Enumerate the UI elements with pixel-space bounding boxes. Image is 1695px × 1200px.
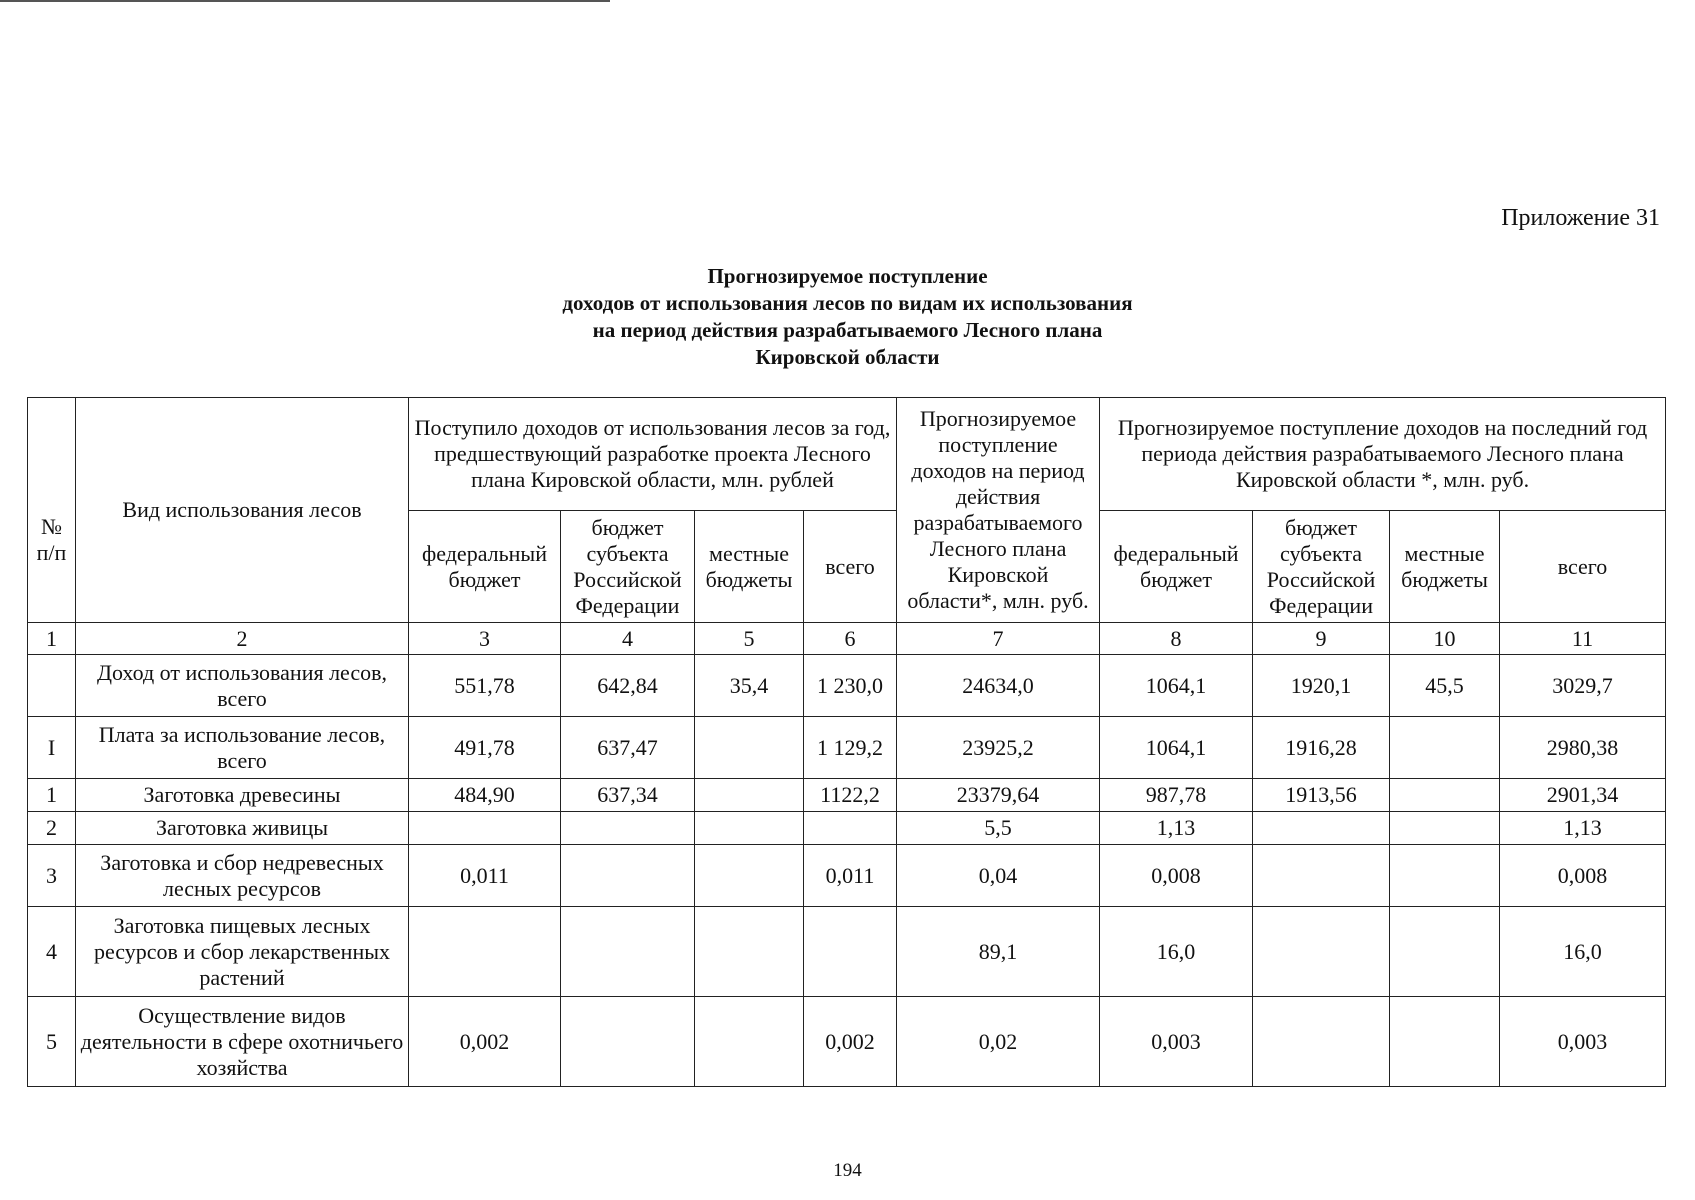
cell-value: 0,04 — [897, 845, 1100, 907]
column-number: 11 — [1500, 623, 1666, 655]
cell-value: 0,003 — [1100, 997, 1253, 1087]
cell-value — [1390, 812, 1500, 845]
header-prev-year-group: Поступило доходов от использования лесов за год, предшествующий разработке проекта Лесного плана Кировской области, млн. рублей — [409, 398, 897, 511]
table-row — [28, 655, 1666, 717]
header-num: № п/п — [28, 398, 76, 623]
header-subject: бюджет субъекта Российской Федерации — [1253, 511, 1390, 623]
header-total: всего — [1500, 511, 1666, 623]
column-number: 5 — [695, 623, 804, 655]
cell-value: 23925,2 — [897, 717, 1100, 779]
cell-value: 23379,64 — [897, 779, 1100, 812]
cell-value: 0,003 — [1500, 997, 1666, 1087]
row-name: Заготовка и сбор недревесных лесных ресурсов — [76, 845, 409, 907]
column-number: 3 — [409, 623, 561, 655]
row-name: Заготовка пищевых лесных ресурсов и сбор лекарственных растений — [76, 907, 409, 997]
cell-value — [695, 997, 804, 1087]
cell-value: 1064,1 — [1100, 655, 1253, 717]
title-line: доходов от использования лесов по видам их использования — [562, 291, 1133, 315]
row-num: 1 — [28, 779, 76, 812]
cell-value — [1390, 997, 1500, 1087]
cell-value — [1253, 812, 1390, 845]
cell-value: 5,5 — [897, 812, 1100, 845]
header-total: всего — [804, 511, 897, 623]
cell-value — [1390, 779, 1500, 812]
cell-value — [1390, 717, 1500, 779]
cell-value: 0,008 — [1500, 845, 1666, 907]
header-type: Вид использования лесов — [76, 398, 409, 623]
cell-value — [561, 997, 695, 1087]
page-number: 194 — [833, 1160, 862, 1181]
row-name: Плата за использование лесов, всего — [76, 717, 409, 779]
cell-value: 1064,1 — [1100, 717, 1253, 779]
cell-value: 1,13 — [1100, 812, 1253, 845]
cell-value: 642,84 — [561, 655, 695, 717]
cell-value: 1 129,2 — [804, 717, 897, 779]
cell-value — [804, 907, 897, 997]
table-row — [28, 845, 1666, 907]
row-name: Заготовка живицы — [76, 812, 409, 845]
table-row — [28, 812, 1666, 845]
header-forecast-period: Прогнозируемое поступление доходов на период действия разрабатываемого Лесного плана Кировской области*, млн. руб. — [897, 398, 1100, 623]
cell-value: 0,008 — [1100, 845, 1253, 907]
cell-value — [1253, 845, 1390, 907]
document-title — [0, 263, 1695, 371]
cell-value: 1,13 — [1500, 812, 1666, 845]
cell-value: 1916,28 — [1253, 717, 1390, 779]
cell-value: 16,0 — [1100, 907, 1253, 997]
top-rule — [0, 0, 610, 2]
title-line: Кировской области — [755, 345, 940, 369]
table-row — [28, 717, 1666, 779]
column-number: 8 — [1100, 623, 1253, 655]
appendix-label: Приложение 31 — [1501, 205, 1660, 231]
column-number: 6 — [804, 623, 897, 655]
row-num: 4 — [28, 907, 76, 997]
cell-value — [1390, 845, 1500, 907]
header-subject: бюджет субъекта Российской Федерации — [561, 511, 695, 623]
cell-value — [695, 779, 804, 812]
column-number: 2 — [76, 623, 409, 655]
table-row — [28, 779, 1666, 812]
column-number: 9 — [1253, 623, 1390, 655]
row-num: 2 — [28, 812, 76, 845]
row-num — [28, 655, 76, 717]
cell-value: 24634,0 — [897, 655, 1100, 717]
cell-value — [1390, 907, 1500, 997]
cell-value: 551,78 — [409, 655, 561, 717]
forest-income-table — [27, 397, 1666, 1087]
table-row — [28, 907, 1666, 997]
cell-value — [1253, 997, 1390, 1087]
cell-value — [695, 717, 804, 779]
header-last-year-group: Прогнозируемое поступление доходов на последний год периода действия разрабатываемого Лесного плана Кировской области *, млн. руб. — [1100, 398, 1666, 511]
cell-value — [695, 845, 804, 907]
table-row — [28, 997, 1666, 1087]
header-federal: федеральный бюджет — [1100, 511, 1253, 623]
row-num: 5 — [28, 997, 76, 1087]
cell-value: 637,47 — [561, 717, 695, 779]
column-number: 10 — [1390, 623, 1500, 655]
cell-value: 3029,7 — [1500, 655, 1666, 717]
cell-value: 16,0 — [1500, 907, 1666, 997]
title-line: на период действия разрабатываемого Лесного плана — [592, 318, 1103, 342]
cell-value — [561, 907, 695, 997]
cell-value: 0,002 — [804, 997, 897, 1087]
cell-value — [561, 845, 695, 907]
cell-value: 1920,1 — [1253, 655, 1390, 717]
cell-value — [561, 812, 695, 845]
cell-value — [695, 812, 804, 845]
cell-value: 1 230,0 — [804, 655, 897, 717]
cell-value: 0,011 — [804, 845, 897, 907]
row-name: Осуществление видов деятельности в сфере охотничьего хозяйства — [76, 997, 409, 1087]
cell-value: 987,78 — [1100, 779, 1253, 812]
cell-value — [695, 907, 804, 997]
cell-value: 491,78 — [409, 717, 561, 779]
column-number: 4 — [561, 623, 695, 655]
cell-value: 0,002 — [409, 997, 561, 1087]
column-number: 7 — [897, 623, 1100, 655]
header-local: местные бюджеты — [1390, 511, 1500, 623]
header-federal: федеральный бюджет — [409, 511, 561, 623]
cell-value: 637,34 — [561, 779, 695, 812]
cell-value: 89,1 — [897, 907, 1100, 997]
title-line: Прогнозируемое поступление — [707, 264, 988, 288]
row-name: Доход от использования лесов, всего — [76, 655, 409, 717]
row-num: 3 — [28, 845, 76, 907]
cell-value: 2980,38 — [1500, 717, 1666, 779]
cell-value: 0,011 — [409, 845, 561, 907]
cell-value: 1913,56 — [1253, 779, 1390, 812]
cell-value — [409, 812, 561, 845]
cell-value: 35,4 — [695, 655, 804, 717]
row-num: I — [28, 717, 76, 779]
cell-value — [409, 907, 561, 997]
cell-value: 2901,34 — [1500, 779, 1666, 812]
cell-value: 0,02 — [897, 997, 1100, 1087]
cell-value: 1122,2 — [804, 779, 897, 812]
cell-value: 484,90 — [409, 779, 561, 812]
cell-value: 45,5 — [1390, 655, 1500, 717]
cell-value — [804, 812, 897, 845]
cell-value — [1253, 907, 1390, 997]
header-local: местные бюджеты — [695, 511, 804, 623]
row-name: Заготовка древесины — [76, 779, 409, 812]
column-number: 1 — [28, 623, 76, 655]
